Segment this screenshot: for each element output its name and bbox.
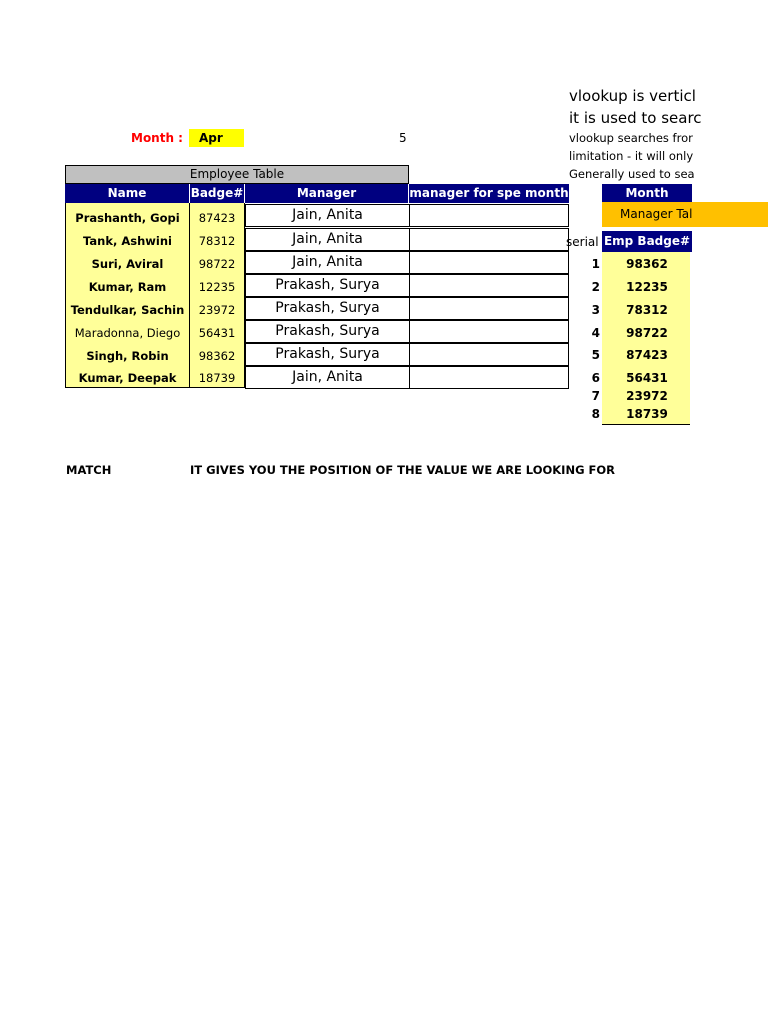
table-cell-badge[interactable]: 98362 [198,349,236,363]
note-line-5: Generally used to sea [569,167,695,181]
table-cell-badge[interactable]: 18739 [198,371,236,385]
table-cell-spe-month[interactable] [409,204,569,227]
table-cell-badge[interactable]: 56431 [198,326,236,340]
month-label: Month : [131,131,183,145]
emp-badge-cell[interactable]: 23972 [626,389,668,403]
table-cell-manager[interactable]: Prakash, Surya [245,343,410,366]
note-line-4: limitation - it will only [569,149,694,163]
table-cell-name[interactable]: Kumar, Deepak [78,371,177,385]
table-cell-badge[interactable]: 87423 [198,211,236,225]
emp-badge-cell[interactable]: 56431 [626,371,668,385]
match-description: IT GIVES YOU THE POSITION OF THE VALUE WE ARE LOOKING FOR [190,463,616,477]
employee-table-title: Employee Table [65,165,409,184]
table-cell-name[interactable]: Tendulkar, Sachin [70,303,185,317]
table-cell-manager[interactable]: Jain, Anita [245,204,410,227]
table-cell-spe-month[interactable] [409,366,569,389]
emp-badge-cell[interactable]: 98722 [626,326,668,340]
serial-header[interactable]: serial [566,235,599,249]
emp-badge-cell[interactable]: 98362 [626,257,668,271]
note-line-3: vlookup searches fror [569,131,693,145]
table-cell-manager[interactable]: Prakash, Surya [245,320,410,343]
serial-cell[interactable]: 3 [591,303,600,317]
table-cell-manager[interactable]: Jain, Anita [245,251,410,274]
note-line-2: it is used to searc [569,109,702,127]
serial-cell[interactable]: 4 [591,326,600,340]
header-manager[interactable]: Manager [245,184,409,203]
table-cell-name[interactable]: Suri, Aviral [91,257,164,271]
table-cell-spe-month[interactable] [409,274,569,297]
table-cell-badge[interactable]: 23972 [198,303,236,317]
serial-cell[interactable]: 8 [591,407,600,421]
emp-badge-cell[interactable]: 87423 [626,348,668,362]
table-cell-manager[interactable]: Jain, Anita [245,228,410,251]
table-cell-spe-month[interactable] [409,251,569,274]
table-cell-badge[interactable]: 98722 [198,257,236,271]
manager-table-title: Manager Tal [602,202,768,227]
table-cell-name[interactable]: Tank, Ashwini [83,234,172,248]
emp-badge-header[interactable]: Emp Badge# [602,231,692,252]
emp-badge-cell[interactable]: 78312 [626,303,668,317]
table-cell-manager[interactable]: Jain, Anita [245,366,410,389]
table-cell-name[interactable]: Kumar, Ram [88,280,167,294]
table-cell-spe-month[interactable] [409,343,569,366]
month-index-cell[interactable]: 5 [399,131,407,145]
serial-cell[interactable]: 7 [591,389,600,403]
header-badge[interactable]: Badge# [190,184,245,203]
serial-cell[interactable]: 6 [591,371,600,385]
table-cell-name[interactable]: Prashanth, Gopi [75,211,180,225]
table-cell-badge[interactable]: 12235 [198,280,236,294]
emp-badge-cell[interactable]: 12235 [626,280,668,294]
emp-badge-cell[interactable]: 18739 [626,407,668,421]
table-cell-name[interactable]: Maradonna, Diego [74,326,181,340]
table-cell-manager[interactable]: Prakash, Surya [245,274,410,297]
table-cell-spe-month[interactable] [409,228,569,251]
month-input-cell[interactable]: Apr [189,129,244,147]
header-manager-spe-month[interactable]: manager for spe month [409,184,569,203]
note-line-1: vlookup is verticl [569,87,696,105]
serial-cell[interactable]: 1 [591,257,600,271]
match-label: MATCH [66,463,112,477]
manager-month-header[interactable]: Month [602,184,692,203]
header-name[interactable]: Name [65,184,190,203]
table-cell-spe-month[interactable] [409,297,569,320]
serial-cell[interactable]: 5 [591,348,600,362]
table-cell-spe-month[interactable] [409,320,569,343]
table-cell-name[interactable]: Singh, Robin [86,349,169,363]
table-cell-manager[interactable]: Prakash, Surya [245,297,410,320]
serial-cell[interactable]: 2 [591,280,600,294]
table-cell-badge[interactable]: 78312 [198,234,236,248]
